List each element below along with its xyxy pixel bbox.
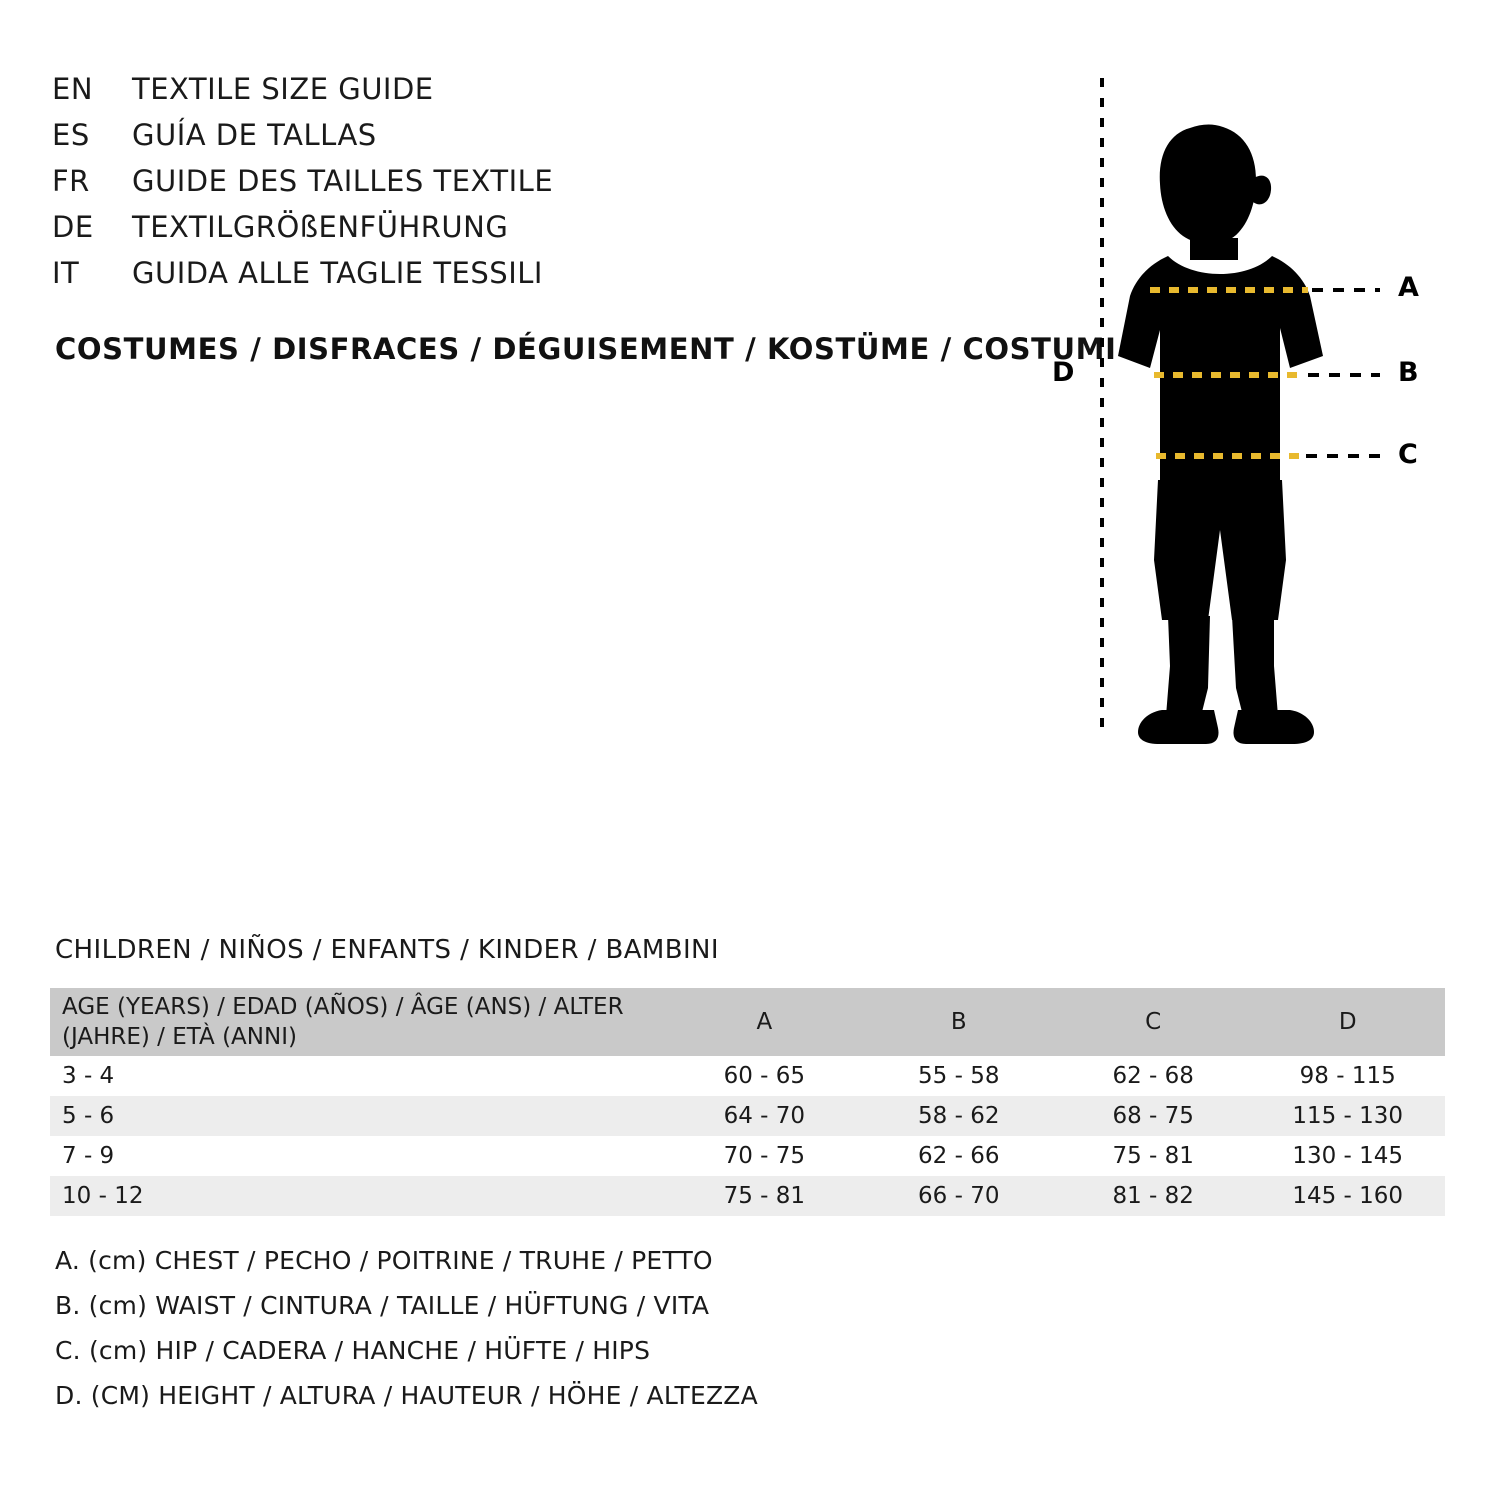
cell-d: 115 - 130 — [1292, 1103, 1404, 1129]
cell-c: 81 - 82 — [1112, 1183, 1194, 1209]
language-text-fr: GUIDE DES TAILLES TEXTILE — [132, 164, 554, 198]
cell-age: 5 - 6 — [62, 1103, 115, 1129]
language-row-it — [52, 256, 1052, 302]
language-code-fr: FR — [52, 164, 90, 198]
marker-label-b: B — [1398, 357, 1419, 388]
marker-label-a: A — [1398, 272, 1419, 303]
language-text-en: TEXTILE SIZE GUIDE — [132, 72, 434, 106]
cell-b: 62 - 66 — [918, 1143, 1000, 1169]
language-row-es — [52, 118, 1052, 164]
measurement-legend — [55, 1246, 1055, 1426]
cell-c: 68 - 75 — [1112, 1103, 1194, 1129]
cell-a: 75 - 81 — [723, 1183, 806, 1209]
silhouette-svg — [1040, 60, 1460, 760]
marker-label-c: C — [1398, 439, 1418, 470]
cell-d: 130 - 145 — [1292, 1143, 1404, 1169]
legend-item-c: C. (cm) HIP / CADERA / HANCHE / HÜFTE / HIPS — [55, 1336, 651, 1365]
costumes-heading: COSTUMES / DISFRACES / DÉGUISEMENT / KOSTÜME / COSTUMI — [55, 332, 1117, 366]
language-row-en — [52, 72, 1052, 118]
table-row — [50, 1136, 1445, 1176]
cell-age: 3 - 4 — [62, 1063, 115, 1089]
column-header-d: D — [1338, 1009, 1357, 1035]
column-header-b: B — [950, 1009, 967, 1035]
language-text-es: GUÍA DE TALLAS — [132, 118, 377, 152]
cell-b: 66 - 70 — [918, 1183, 1000, 1209]
column-header-a: A — [756, 1009, 773, 1035]
cell-c: 75 - 81 — [1112, 1143, 1194, 1169]
language-code-it: IT — [52, 256, 80, 290]
column-header-c: C — [1145, 1009, 1162, 1035]
cell-a: 64 - 70 — [723, 1103, 806, 1129]
language-text-de: TEXTILGRÖßENFÜHRUNG — [132, 210, 509, 244]
size-table — [50, 988, 1445, 1216]
table-row — [50, 1176, 1445, 1216]
language-list — [52, 72, 1052, 302]
cell-age: 7 - 9 — [62, 1143, 115, 1169]
marker-label-d: D — [1052, 357, 1075, 388]
language-text-it: GUIDA ALLE TAGLIE TESSILI — [132, 256, 543, 290]
cell-b: 55 - 58 — [918, 1063, 1000, 1089]
language-row-de — [52, 210, 1052, 256]
language-row-fr — [52, 164, 1052, 210]
legend-item-d: D. (CM) HEIGHT / ALTURA / HAUTEUR / HÖHE / ALTEZZA — [55, 1381, 758, 1410]
column-header-age: AGE (YEARS) / EDAD (AÑOS) / ÂGE (ANS) / ALTER (JAHRE) / ETÀ (ANNI) — [62, 993, 624, 1050]
table-header-row — [50, 988, 1445, 1056]
cell-c: 62 - 68 — [1112, 1063, 1194, 1089]
child-silhouette — [1118, 124, 1323, 744]
table-row — [50, 1056, 1445, 1096]
cell-d: 145 - 160 — [1292, 1183, 1404, 1209]
table-row — [50, 1096, 1445, 1136]
cell-b: 58 - 62 — [918, 1103, 1000, 1129]
legend-item-b: B. (cm) WAIST / CINTURA / TAILLE / HÜFTUNG / VITA — [55, 1291, 710, 1320]
cell-a: 70 - 75 — [723, 1143, 806, 1169]
language-code-en: EN — [52, 72, 94, 106]
language-code-es: ES — [52, 118, 90, 152]
cell-age: 10 - 12 — [62, 1183, 144, 1209]
cell-d: 98 - 115 — [1299, 1063, 1396, 1089]
children-section-title: CHILDREN / NIÑOS / ENFANTS / KINDER / BAMBINI — [55, 935, 719, 965]
size-table-body — [50, 1056, 1445, 1216]
size-table-head — [50, 988, 1445, 1056]
silhouette-figure — [1040, 60, 1460, 760]
legend-item-a: A. (cm) CHEST / PECHO / POITRINE / TRUHE / PETTO — [55, 1246, 713, 1275]
language-code-de: DE — [52, 210, 94, 244]
cell-a: 60 - 65 — [723, 1063, 806, 1089]
